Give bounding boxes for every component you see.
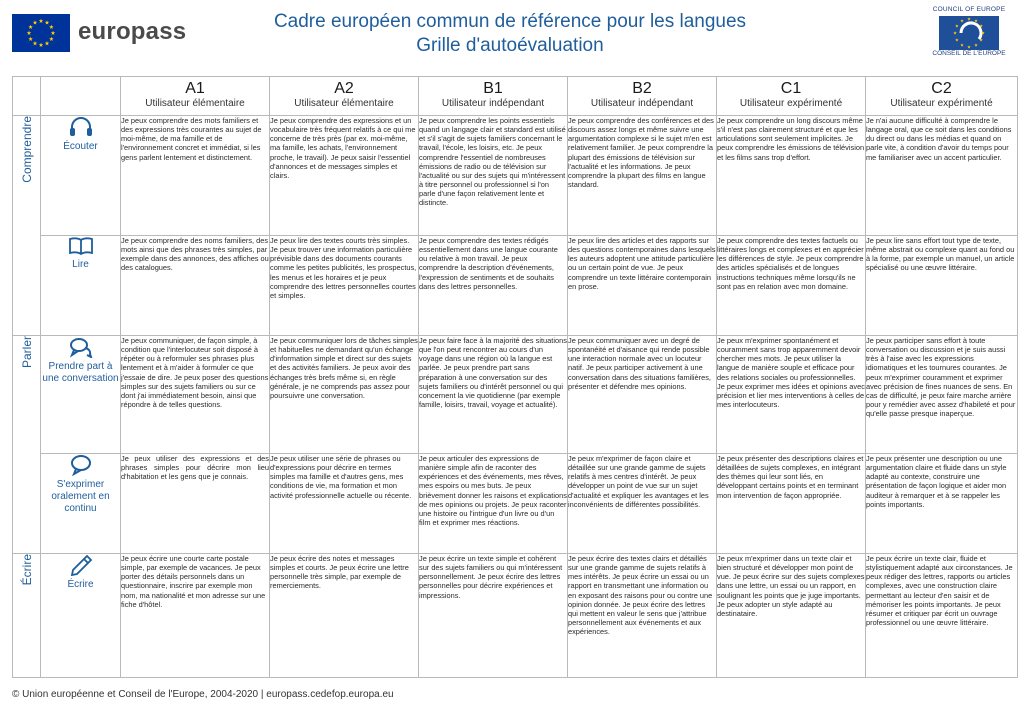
coe-bottom-text: CONSEIL DE L'EUROPE — [932, 50, 1006, 57]
descriptor-cell: Je peux présenter une description ou une argumentation claire et fluide dans un style adapté au contexte, construire une présentation de façon logique et aider mon auditeur à remarquer et à se rappeler les points importants. — [866, 454, 1018, 554]
pen-icon — [68, 554, 94, 576]
descriptor-cell: Je peux comprendre des textes factuels ou littéraires longs et complexes et en apprécier les différences de style. Je peux comprendre des articles spécialisés et de longues instructions techniques même lorsqu'ils ne sont pas en relation avec mon domaine. — [717, 236, 866, 336]
descriptor-cell: Je peux communiquer, de façon simple, à condition que l'interlocuteur soit disposé à répéter ou à reformuler ses phrases plus lentement et à m'aider à formuler ce que j'essaie de dire. Je peux poser des questions simples sur des sujets familiers ou sur ce dont j'ai immédiatement besoin, ainsi que répondre à de telles questions. — [121, 336, 270, 454]
eu-flag-logo — [12, 14, 70, 52]
descriptor-cell: Je peux communiquer lors de tâches simples et habituelles ne demandant qu'un échange d'information simple et direct sur des sujets et des activités familiers. Je peux avoir des échanges très brefs même si, en règle générale, je ne comprends pas assez pour poursuivre une conversation. — [270, 336, 419, 454]
speech-bubble-icon — [68, 454, 94, 476]
level-name: Utilisateur expérimenté — [890, 98, 993, 109]
levels-header-row — [13, 77, 1018, 116]
descriptor-cell: Je peux comprendre des expressions et un vocabulaire très fréquent relatifs à ce qui me concerne de très près (par ex. moi-même, ma famille, les achats, l'environnement proche, le travail). Je peux saisir l'essentiel d'annonces et de messages simples et clairs. — [270, 116, 419, 236]
skill-lire — [41, 236, 121, 336]
level-header-a1 — [121, 77, 270, 116]
level-name: Utilisateur indépendant — [441, 98, 545, 109]
level-code: C1 — [780, 80, 802, 97]
descriptor-cell: Je peux écrire des notes et messages simples et courts. Je peux écrire une lettre personnelle très simple, par exemple de remerciements. — [270, 554, 419, 678]
descriptor-cell: Je peux faire face à la majorité des situations que l'on peut rencontrer au cours d'un voyage dans une région où la langue est parlée. Je peux prendre part sans préparation à une conversation sur des sujets familiers ou d'intérêt personnel ou qui concernent la vie quotidienne (par exemple famille, loisirs, travail, voyage et actualité). — [419, 336, 568, 454]
level-code: A2 — [334, 80, 354, 97]
skill-label: Lire — [72, 259, 89, 270]
level-name: Utilisateur élémentaire — [294, 98, 394, 109]
council-of-europe-logo — [932, 6, 1006, 60]
level-header-c1 — [717, 77, 866, 116]
level-name: Utilisateur indépendant — [590, 98, 694, 109]
skill-continu — [41, 454, 121, 554]
skill-label: Écouter — [63, 141, 98, 152]
level-header-c2 — [866, 77, 1018, 116]
level-name: Utilisateur expérimenté — [739, 98, 843, 109]
descriptor-cell: Je peux utiliser une série de phrases ou d'expressions pour décrire en termes simples ma famille et d'autres gens, mes conditions de vie, ma formation et mon activité professionnelle actuelle ou récente. — [270, 454, 419, 554]
descriptor-cell: Je peux comprendre des mots familiers et des expressions très courantes au sujet de moi-même, de ma famille et de l'environnement concret et immédiat, si les gens parlent lentement et distinctement. — [121, 116, 270, 236]
coe-top-text: COUNCIL OF EUROPE — [932, 6, 1006, 13]
row-lire — [13, 236, 1018, 336]
descriptor-cell: Je peux lire des textes courts très simples. Je peux trouver une information particulière prévisible dans des documents courants comme les petites publicités, les prospectus, les menus et les horaires et je peux comprendre des lettres personnelles courtes et simples. — [270, 236, 419, 336]
descriptor-cell: Je peux comprendre les points essentiels quand un langage clair et standard est utilisé et s'il s'agit de sujets familiers concernant le travail, l'école, les loisirs, etc. Je peux comprendre l'essentiel de nombreuses émissions de radio ou de télévision sur l'actualité ou sur des sujets qui m'intéressent à titre personnel ou professionnel si l'on parle d'une façon relativement lente et distincte. — [419, 116, 568, 236]
descriptor-cell: Je peux articuler des expressions de manière simple afin de raconter des expériences et des événements, mes rêves, mes espoirs ou mes buts. Je peux brièvement donner les raisons et explications de mes opinions ou projets. Je peux raconter une histoire ou l'intrigue d'un livre ou d'un film et exprimer mes réactions. — [419, 454, 568, 554]
descriptor-cell: Je peux participer sans effort à toute conversation ou discussion et je suis aussi très à l'aise avec les expressions idiomatiques et les tournures courantes. Je peux m'exprimer couramment et exprimer avec précision de fines nuances de sens. En cas de difficulté, je peux faire marche arrière pour y remédier avec assez d'habileté et pour qu'elle passe presque inaperçue. — [866, 336, 1018, 454]
skill-label: S'exprimer oralement en continu — [51, 479, 110, 514]
section-label: Parler — [19, 336, 34, 369]
coe-emblem-icon — [939, 16, 999, 50]
skill-ecrire — [41, 554, 121, 678]
europass-brand: europass — [78, 18, 187, 45]
descriptor-cell: Je peux comprendre un long discours même s'il n'est pas clairement structuré et que les articulations sont seulement implicites. Je peux comprendre les émissions de télévision et les films sans trop d'effort. — [717, 116, 866, 236]
speech-bubbles-icon — [68, 336, 94, 358]
descriptor-cell: Je peux utiliser des expressions et des phrases simples pour décrire mon lieu d'habitation et les gens que je connais. — [121, 454, 270, 554]
level-header-b2 — [568, 77, 717, 116]
row-ecouter — [13, 116, 1018, 236]
section-comprendre — [13, 116, 41, 336]
title-line-2: Grille d'autoévaluation — [416, 35, 604, 56]
descriptor-cell: Je n'ai aucune difficulté à comprendre le langage oral, que ce soit dans les conditions du direct ou dans les médias et quand on parle vite, à condition d'avoir du temps pour me familiariser avec un accent particulier. — [866, 116, 1018, 236]
descriptor-cell: Je peux m'exprimer de façon claire et détaillée sur une grande gamme de sujets relatifs à mes centres d'intérêt. Je peux développer un point de vue sur un sujet d'actualité et expliquer les avantages et les inconvénients de différentes possibilités. — [568, 454, 717, 554]
level-code: C2 — [931, 80, 952, 97]
page-title — [180, 10, 840, 58]
headphones-icon — [68, 116, 94, 138]
eu-stars-icon — [12, 14, 70, 52]
skill-ecouter — [41, 116, 121, 236]
level-code: B2 — [632, 80, 652, 97]
corner-cell — [41, 77, 121, 116]
descriptor-cell: Je peux comprendre des textes rédigés essentiellement dans une langue courante ou relative à mon travail. Je peux comprendre la description d'événements, l'expression de sentiments et de souhaits dans des lettres personnelles. — [419, 236, 568, 336]
book-icon — [68, 236, 94, 256]
corner-cell — [13, 77, 41, 116]
level-header-b1 — [419, 77, 568, 116]
section-label: Écrire — [19, 554, 34, 586]
descriptor-cell: Je peux écrire un texte simple et cohérent sur des sujets familiers ou qui m'intéressent personnellement. Je peux écrire des lettres personnelles pour décrire expériences et impressions. — [419, 554, 568, 678]
level-name: Utilisateur élémentaire — [145, 98, 245, 109]
section-ecrire — [13, 554, 41, 678]
skill-conversation — [41, 336, 121, 454]
row-continu — [13, 454, 1018, 554]
descriptor-cell: Je peux communiquer avec un degré de spontanéité et d'aisance qui rende possible une interaction normale avec un locuteur natif. Je peux participer activement à une conversation dans des situations familières, présenter et défendre mes opinions. — [568, 336, 717, 454]
descriptor-cell: Je peux lire des articles et des rapports sur des questions contemporaines dans lesquels les auteurs adoptent une attitude particulière ou un certain point de vue. Je peux comprendre un texte littéraire contemporain en prose. — [568, 236, 717, 336]
descriptor-cell: Je peux écrire un texte clair, fluide et stylistiquement adapté aux circonstances. Je peux rédiger des lettres, rapports ou articles complexes, avec une construction claire permettant au lecteur d'en saisir et de mémoriser les points importants. Je peux résumer et critiquer par écrit un ouvrage professionnel ou une œuvre littéraire. — [866, 554, 1018, 678]
skill-label: Écrire — [67, 579, 94, 590]
row-ecrire — [13, 554, 1018, 678]
descriptor-cell: Je peux présenter des descriptions claires et détaillées de sujets complexes, en intégrant des thèmes qui leur sont liés, en développant certains points et en terminant mon intervention de façon appropriée. — [717, 454, 866, 554]
section-parler — [13, 336, 41, 554]
footer-copyright: © Union européenne et Conseil de l'Europe, 2004-2020 | europass.cedefop.europa.eu — [12, 689, 394, 700]
self-assessment-grid — [12, 76, 1018, 678]
descriptor-cell: Je peux comprendre des conférences et des discours assez longs et même suivre une argumentation complexe si le sujet m'en est relativement familier. Je peux comprendre la plupart des émissions de télévision sur l'actualité et les informations. Je peux comprendre la plupart des films en langue standard. — [568, 116, 717, 236]
row-conversation — [13, 336, 1018, 454]
skill-label: Prendre part à une conversation — [42, 361, 119, 384]
descriptor-cell: Je peux lire sans effort tout type de texte, même abstrait ou complexe quant au fond ou à la forme, par exemple un manuel, un article spécialisé ou une œuvre littéraire. — [866, 236, 1018, 336]
title-line-1: Cadre européen commun de référence pour les langues — [273, 11, 747, 32]
descriptor-cell: Je peux écrire une courte carte postale simple, par exemple de vacances. Je peux porter des détails personnels dans un questionnaire, inscrire par exemple mon nom, ma nationalité et mon adresse sur une fiche d'hôtel. — [121, 554, 270, 678]
level-code: B1 — [483, 80, 503, 97]
descriptor-cell: Je peux écrire des textes clairs et détaillés sur une grande gamme de sujets relatifs à mes intérêts. Je peux écrire un essai ou un rapport en transmettant une information ou en exposant des raisons pour ou contre une opinion donnée. Je peux écrire des lettres qui mettent en valeur le sens que j'attribue personnellement aux événements et aux expériences. — [568, 554, 717, 678]
descriptor-cell: Je peux m'exprimer dans un texte clair et bien structuré et développer mon point de vue. Je peux écrire sur des sujets complexes dans une lettre, un essai ou un rapport, en soulignant les points que je juge importants. Je peux adopter un style adapté au destinataire. — [717, 554, 866, 678]
descriptor-cell: Je peux m'exprimer spontanément et couramment sans trop apparemment devoir chercher mes mots. Je peux utiliser la langue de manière souple et efficace pour des relations sociales ou professionnelles. Je peux exprimer mes idées et opinions avec précision et lier mes interventions à celles de mes interlocuteurs. — [717, 336, 866, 454]
descriptor-cell: Je peux comprendre des noms familiers, des mots ainsi que des phrases très simples, par exemple dans des annonces, des affiches ou des catalogues. — [121, 236, 270, 336]
level-code: A1 — [185, 80, 205, 97]
section-label: Comprendre — [19, 116, 34, 183]
level-header-a2 — [270, 77, 419, 116]
